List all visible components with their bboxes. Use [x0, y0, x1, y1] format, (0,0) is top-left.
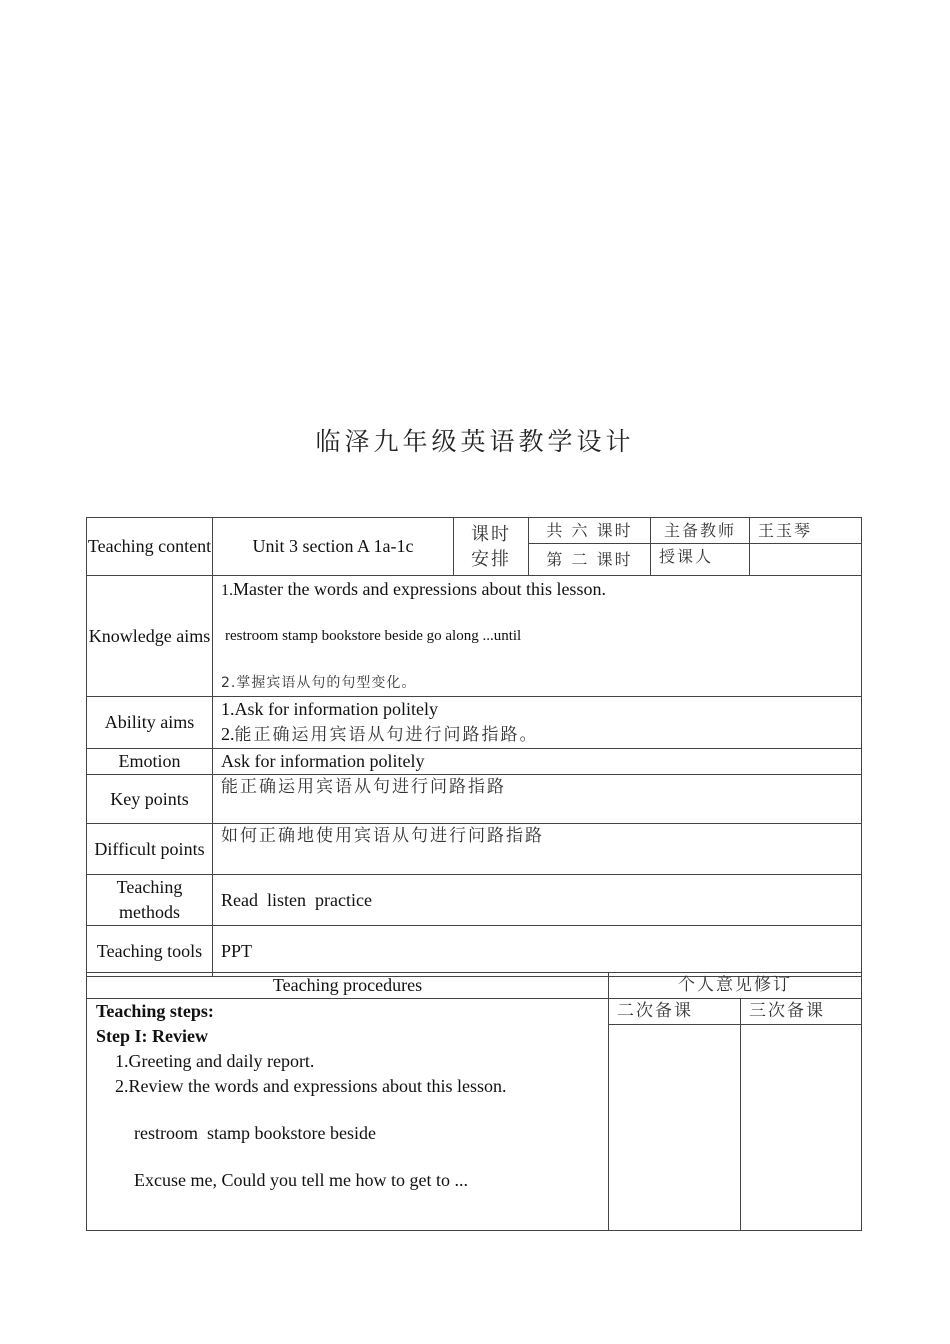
knowledge-line1: Master the words and expressions about this lesson. [233, 579, 606, 599]
knowledge-aims-label: Knowledge aims [87, 576, 213, 697]
difficult-points-value: 如何正确地使用宾语从句进行问路指路 [213, 824, 862, 875]
step1-title: Step I: Review [96, 1026, 208, 1046]
procedures-steps [87, 999, 609, 1231]
current-period: 第 二 课时 [529, 544, 651, 576]
steps-title: Teaching steps: [96, 1001, 214, 1021]
step1-item2: 2.Review the words and expressions about this lesson. [115, 1076, 507, 1096]
step1-sentence: Excuse me, Could you tell me how to get to ... [134, 1170, 468, 1190]
knowledge-line3: 2.掌握宾语从句的句型变化。 [221, 675, 417, 691]
schedule-label-line1: 课时 [471, 523, 511, 545]
third-prep-label: 三次备课 [741, 999, 862, 1025]
instructor-name [750, 544, 862, 576]
procedures-table [86, 972, 862, 1231]
lead-teacher-name: 王玉琴 [750, 518, 862, 544]
ability-line2-num: 2. [221, 724, 235, 744]
total-periods: 共 六 课时 [529, 518, 651, 544]
emotion-label: Emotion [87, 749, 213, 775]
ability-line2: 能正确运用宾语从句进行问路指路。 [234, 725, 539, 745]
knowledge-line1-num: 1. [221, 582, 233, 599]
ability-aims-label: Ability aims [87, 697, 213, 749]
teaching-tools-label: Teaching tools [87, 926, 213, 977]
second-prep-label: 二次备课 [609, 999, 741, 1025]
teaching-content-value: Unit 3 section A 1a-1c [213, 518, 454, 576]
page-title: 临泽九年级英语教学设计 [315, 427, 635, 456]
knowledge-aims-value [213, 576, 862, 697]
ability-line1: 1.Ask for information politely [221, 699, 438, 719]
knowledge-line2: restroom stamp bookstore beside go along ...until [225, 628, 522, 644]
step1-words: restroom stamp bookstore beside [134, 1123, 376, 1143]
teaching-content-label: Teaching content [87, 518, 213, 576]
schedule-label-line2: 安排 [471, 548, 511, 570]
procedures-header: Teaching procedures [87, 973, 609, 999]
lead-teacher-label: 主备教师 [651, 518, 750, 544]
second-prep-cell [609, 1025, 741, 1231]
ability-aims-value [213, 697, 862, 749]
third-prep-cell [741, 1025, 862, 1231]
key-points-label: Key points [87, 775, 213, 824]
step1-item1: 1.Greeting and daily report. [115, 1051, 315, 1071]
instructor-label: 授课人 [651, 544, 750, 576]
difficult-points-label: Difficult points [87, 824, 213, 875]
schedule-label [454, 518, 529, 576]
revision-header: 个人意见修订 [609, 973, 862, 999]
key-points-value: 能正确运用宾语从句进行问路指路 [213, 775, 862, 824]
emotion-value: Ask for information politely [213, 749, 862, 775]
teaching-methods-value: Read listen practice [213, 875, 862, 926]
lesson-info-table [86, 517, 862, 977]
teaching-tools-value: PPT [213, 926, 862, 977]
teaching-methods-label: Teaching methods [87, 875, 213, 926]
